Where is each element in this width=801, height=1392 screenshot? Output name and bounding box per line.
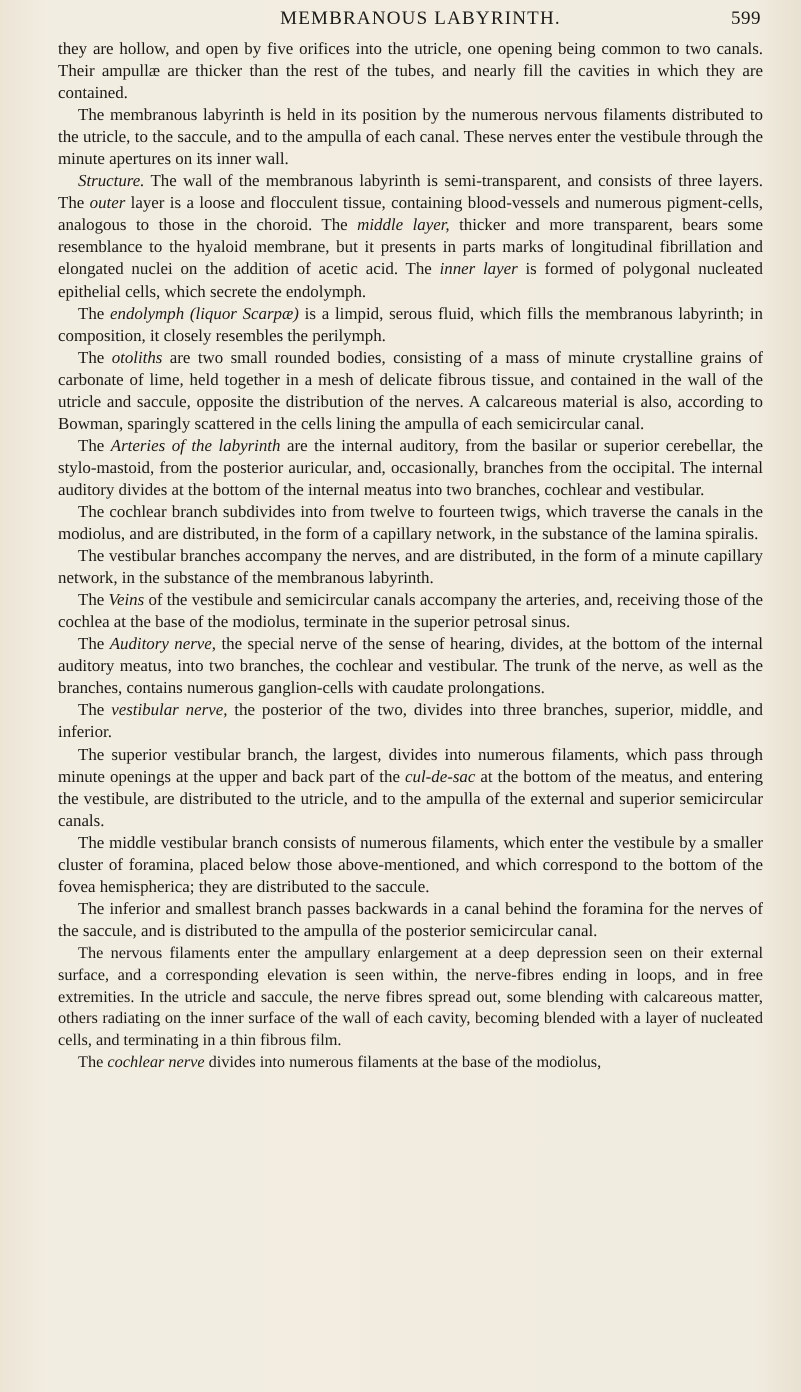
text-run: The wall of the membranous labyrinth is semi-transparent, and consists of three layers. The: [58, 171, 763, 213]
paragraph: [58, 170, 763, 302]
text-run: The: [78, 590, 109, 610]
italic-text: inner layer: [439, 259, 518, 279]
text-run: The: [78, 347, 112, 367]
paragraph: [58, 898, 763, 942]
text-run: of the vestibule and semicircular canals accompany the arteries, and, receiving those of the cochlea at the base of the modiolus, terminate in the superior petrosal sinus.: [58, 590, 763, 632]
text-run: The superior vestibular branch, the largest, divides into numerous filaments, which pass through minute openings at the upper and back part of the: [58, 744, 763, 786]
text-run: is formed of polygonal nucleated epithelial cells, which secrete the endolymph.: [58, 259, 763, 301]
italic-text: middle layer,: [357, 215, 450, 235]
text-run: The: [78, 435, 111, 455]
text-run: The vestibular branches accompany the nerves, and are distributed, in the form of a minute capillary network, in the substance of the membranous labyrinth.: [58, 546, 763, 588]
paragraph: [58, 545, 763, 589]
text-run: The middle vestibular branch consists of numerous filaments, which enter the vestibule by a smaller cluster of foramina, placed below those above-mentioned, and which correspond to the bottom of the fovea hemispherica; they are distributed to the saccule.: [58, 832, 763, 896]
paragraph: [58, 589, 763, 633]
italic-text: vestibular nerve,: [111, 700, 228, 720]
text-run: are the internal auditory, from the basilar or superior cerebellar, the stylo-mastoid, from the posterior auricular, and, occasionally, branches from the occipital. The internal auditory divides at the bottom of the internal meatus into two branches, cochlear and vestibular.: [58, 435, 764, 499]
italic-text: outer: [89, 193, 126, 213]
italic-text: otoliths: [111, 347, 163, 367]
text-run: they are hollow, and open by five orifices into the utricle, one opening being common to two canals. Their ampullæ are thicker than the rest of the tubes, and nearly fill the cavities in which they are contained.: [58, 39, 763, 103]
paragraph: [58, 633, 763, 699]
italic-text: Auditory nerve,: [109, 634, 217, 654]
text-run: the posterior of the two, divides into three branches, superior, middle, and inferior.: [58, 700, 763, 742]
paragraph: [58, 303, 763, 347]
text-run: The membranous labyrinth is held in its position by the numerous nervous filaments distributed to the utricle, to the saccule, and to the ampulla of each canal. These nerves enter the vestibule through the minute apertures on its inner wall.: [58, 105, 763, 169]
text-run: The cochlear branch subdivides into from twelve to fourteen twigs, which traverse the canals in the modiolus, and are distributed, in the form of a capillary network, in the substance of the lamina spiralis.: [58, 501, 763, 544]
text-run: The nervous filaments enter the ampullary enlargement at a deep depression seen on their external surface, and a corresponding elevation is seen within, the nerve-fibres ending in loops, and in free extremities. In the utricle and saccule, the nerve fibres spread out, some blending with calcareous matter, others radiating on the inner surface of the wall of each cavity, becoming blended with a layer of nucleated cells, and terminating in a thin fibrous film.: [58, 942, 763, 1050]
paragraph: [58, 38, 763, 104]
text-run: is a limpid, serous fluid, which fills the membranous labyrinth; in composition, it closely resembles the perilymph.: [58, 303, 763, 345]
paragraph: [58, 347, 763, 435]
text-run: at the bottom of the meatus, and entering the vestibule, are distributed to the utricle, and to the ampulla of the external and superior semicircular canals.: [58, 766, 763, 830]
italic-text: Structure.: [78, 171, 145, 191]
text-run: thicker and more transparent, bears some resemblance to the hyaloid membrane, but it presents in parts marks of longitudinal fibrillation and elongated nuclei on the addition of acetic acid. The: [58, 215, 763, 279]
paragraph: [58, 942, 763, 1051]
text-run: The: [78, 700, 112, 720]
paragraph: [58, 104, 763, 170]
text-run: The inferior and smallest branch passes backwards in a canal behind the foramina for the nerves of the saccule, and is distributed to the ampulla of the posterior semicircular canal.: [58, 898, 763, 940]
text-run: The: [78, 1051, 108, 1071]
body-text: [58, 38, 763, 1073]
running-title: MEMBRANOUS LABYRINTH.: [280, 8, 561, 29]
italic-text: Veins: [108, 590, 145, 610]
paragraph: [58, 744, 763, 832]
italic-text: endolymph (liquor Scarpæ): [110, 303, 299, 323]
text-run: the special nerve of the sense of hearing, divides, at the bottom of the internal auditory meatus, into two branches, the cochlear and vestibular. The trunk of the nerve, as well as the branches, contains numerous ganglion-cells with caudate prolongations.: [58, 634, 763, 698]
text-run: The: [78, 634, 110, 654]
paragraph: [58, 435, 763, 501]
paragraph: [58, 501, 763, 545]
paragraph: [58, 699, 763, 743]
italic-text: cul-de-sac: [405, 766, 476, 786]
italic-text: Arteries of the labyrinth: [110, 435, 281, 455]
paragraph: [58, 832, 763, 898]
text-run: layer is a loose and flocculent tissue, containing blood-vessels and numerous pigment-cells, analogous to those in the choroid. The: [58, 193, 763, 235]
paragraph: [58, 1051, 763, 1073]
page-header: [58, 6, 763, 32]
italic-text: cochlear nerve: [107, 1051, 205, 1071]
page-number: 599: [731, 8, 761, 29]
text-run: The: [78, 303, 111, 323]
text-run: divides into numerous filaments at the base of the modiolus,: [204, 1051, 602, 1071]
text-run: are two small rounded bodies, consisting of a mass of minute crystalline grains of carbonate of lime, held together in a mesh of delicate fibrous tissue, and contained in the wall of the utricle and saccule, opposite the distribution of the nerves. A calcareous material is also, according to Bowman, sparingly scattered in the cells lining the ampulla of each semicircular canal.: [58, 347, 763, 433]
